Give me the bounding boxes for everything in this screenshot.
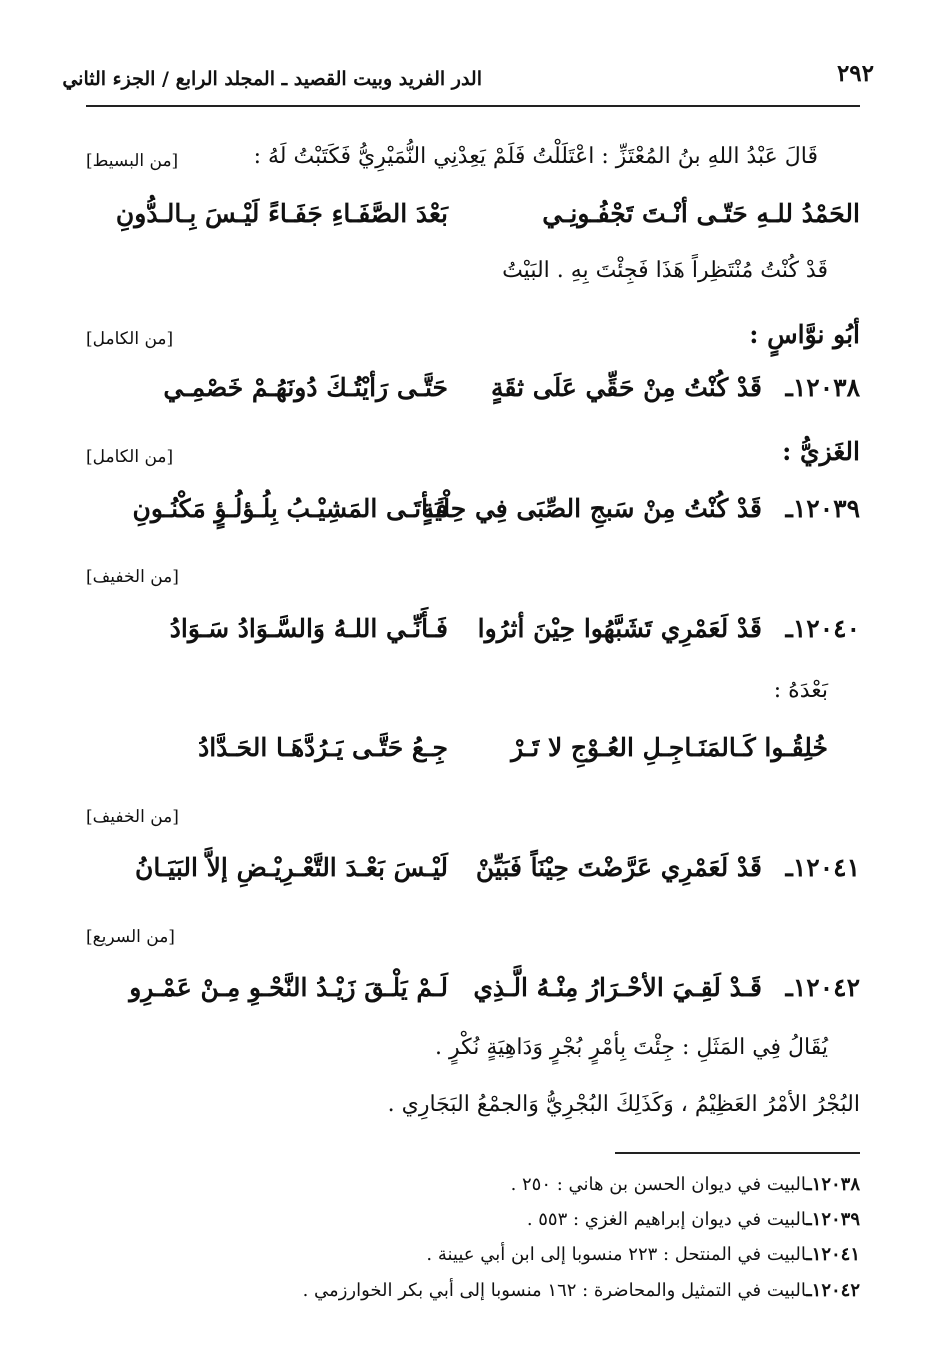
- footnote-divider: [615, 1152, 860, 1154]
- meter-label: [من الكامل]: [86, 447, 174, 467]
- footnote-number: ١٢٠٤٢ـ: [806, 1280, 860, 1301]
- footnote-text: البيت في التمثيل والمحاضرة : ١٦٢ منسوبا إلى أبي بكر الخوارزمي .: [302, 1280, 807, 1301]
- running-header-title: الدر الفريد وبيت القصيد ـ المجلد الرابع / الجزء الثاني: [62, 68, 482, 90]
- continuation-label: بَعْدَهُ :: [773, 678, 828, 703]
- explanatory-note: يُقَالُ فِي المَثَلِ : جِئْتَ بِأمْرٍ بُجْرٍ وَدَاهِيَةٍ نُكْرٍ .: [434, 1035, 828, 1060]
- meter-label: [من البسيط]: [86, 151, 179, 171]
- footnote: [426, 1244, 860, 1265]
- verse-hemistich-2: جِـعُ حَتَّـى يَـرُدَّهَـا الحَـدَّادُ: [198, 733, 448, 762]
- verse-number: ١٢٠٣٨ـ: [785, 373, 860, 402]
- explanatory-note: البُجْرُ الأمْرُ العَظِيْمُ ، وَكَذَلِكَ البُجْرِيُّ وَالجمْعُ البَجَارِي .: [387, 1092, 860, 1117]
- footnote-text: البيت في ديوان الحسن بن هاني : ٢٥٠ .: [510, 1174, 807, 1195]
- verse-hemistich-1: قَدْ لَعَمْرِي تَشَبَّهُوا حِيْنَ أثرُوا: [477, 614, 762, 643]
- footnote-number: ١٢٠٣٨ـ: [806, 1174, 860, 1195]
- meter-label: [من السريع]: [86, 927, 175, 947]
- meter-label: [من الكامل]: [86, 329, 174, 349]
- footnote-text: البيت في المنتحل : ٢٢٣ منسوبا إلى ابن أبي عيينة .: [426, 1244, 807, 1265]
- verse-hemistich-1: قَدْ لَعَمْرِي عَرَّضْتَ حِيْنَاً فَبَيِّنْ: [475, 853, 762, 882]
- verse-number: ١٢٠٣٩ـ: [785, 494, 860, 523]
- verse-hemistich-2: فَـأَنِّـي اللـهُ وَالسَّـوَادُ سَـوَادُ: [169, 614, 448, 643]
- footnote: [527, 1209, 860, 1230]
- verse-number: ١٢٠٤١ـ: [785, 853, 860, 882]
- intro-text: قَالَ عَبْدُ اللهِ بنُ المُعْتَزِّ : اعْتَلَلْتُ فَلَمْ يَعِدْنِي النُّمَيْرِيُّ فَكَتَبْتُ لَهُ :: [253, 144, 818, 169]
- verse-hemistich-1: خُلِقُـوا كَـالمَنَـاجِـلِ العُـوْجِ لا تَـرْ: [511, 733, 828, 762]
- footnote-text: البيت في ديوان إبراهيم الغزي : ٥٥٣ .: [526, 1209, 807, 1230]
- verse-hemistich-2: فَـأتَـى المَشِيْـبُ بِلُـؤلُـؤٍ مَكْنُـونِ: [132, 494, 448, 523]
- verse-hemistich-1: الحَمْدُ للـهِ حَتّـى أنْـتَ تَجْفُـونِـي: [542, 199, 860, 228]
- verse-number: ١٢٠٤٢ـ: [785, 973, 860, 1002]
- verse-note: قَدْ كُنْتُ مُنْتَظِراً هَذَا فَجِئْتَ بِهِ . البَيْتُ: [502, 258, 828, 283]
- footnote: [511, 1174, 860, 1195]
- verse-hemistich-1: قَدْ كُنْتُ مِنْ سَبجِ الصِّبَى فِي حِلْيَةٍ: [421, 494, 762, 523]
- poet-name: أبُو نوَّاسٍ :: [749, 320, 860, 349]
- verse-hemistich-2: لَيْـسَ بَعْـدَ التَّعْـرِيْـضِ إلاَّ البَيَـانُ: [135, 853, 448, 882]
- page-number: ٢٩٢: [836, 60, 874, 87]
- poet-name: الغَزيُّ :: [782, 437, 860, 466]
- footnote-number: ١٢٠٤١ـ: [806, 1244, 860, 1265]
- verse-hemistich-1: قَـدْ لَقِـيَ الأحْـرَارُ مِنْـهُ الَّـذِي: [473, 973, 762, 1002]
- verse-hemistich-2: حَتَّـى رَأيْتُـكَ دُونَهُـمْ خَصْمِـي: [163, 373, 448, 402]
- meter-label: [من الخفيف]: [86, 567, 179, 587]
- verse-hemistich-1: قَدْ كُنْتُ مِنْ حَقِّي عَلَى ثقَةٍ: [491, 373, 762, 402]
- header-divider: [86, 105, 860, 107]
- verse-hemistich-2: لَـمْ يَلْـقَ زَيْـدُ النَّحْـوِ مِـنْ عَمْـرِو: [129, 973, 448, 1002]
- meter-label: [من الخفيف]: [86, 807, 179, 827]
- footnote-number: ١٢٠٣٩ـ: [806, 1209, 860, 1230]
- footnote: [303, 1280, 860, 1301]
- verse-number: ١٢٠٤٠ـ: [785, 614, 860, 643]
- verse-hemistich-2: بَعْدَ الصَّفَـاءِ جَفَـاءً لَيْـسَ بِـالـدُّونِ: [115, 199, 448, 228]
